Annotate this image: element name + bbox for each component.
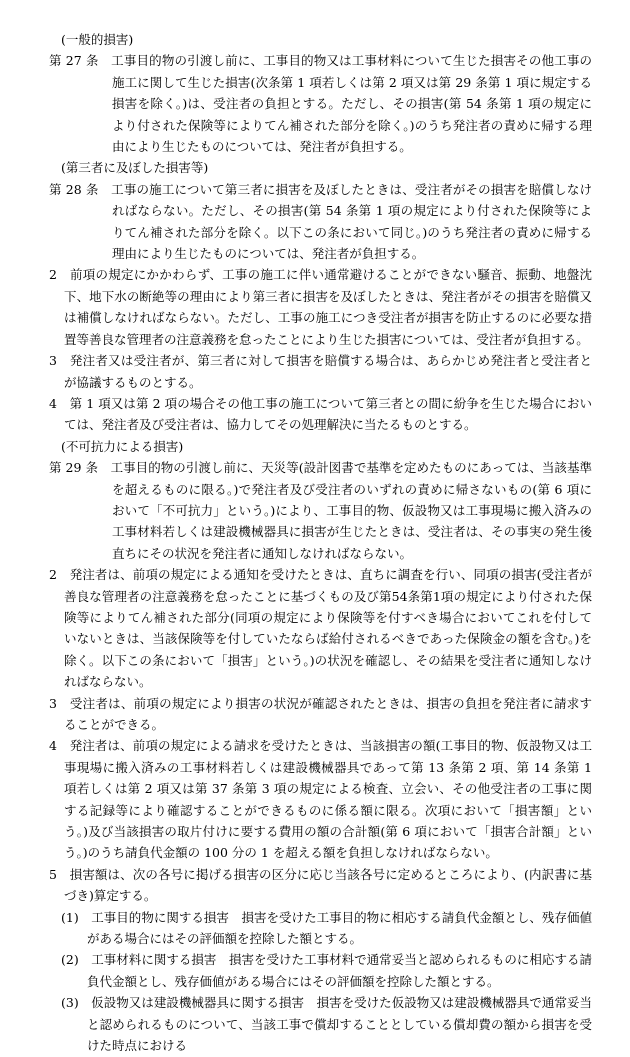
article-29-paragraph-5: 5 損害額は、次の各号に掲げる損害の区分に応じ当該各号に定めるところにより、(内訳書に基づき)算定する。 bbox=[49, 866, 592, 904]
list-item-2: (2) 工事材料に関する損害 損害を受けた工事材料で通常妥当と認められるものに相応する請負代金額とし、残存価値がある場合にはその評価額を控除した額とする。 bbox=[61, 952, 592, 989]
section-heading: (一般的損害) bbox=[61, 32, 134, 47]
section-heading: (第三者に及ぼした損害等) bbox=[61, 160, 209, 176]
list-item-1: (1) 工事目的物に関する損害 損害を受けた工事目的物に相応する請負代金額とし、残存価値がある場合にはその評価額を控除した額とする。 bbox=[61, 909, 592, 947]
article-29: 第 29 条 工事目的物の引渡し前に、天災等(設計図書で基準を定めたものにあっては、当該基準を超えるものに限る。)で発注者及び受注者のいずれの責めに帰さないもの(第 6 項において「不可抗力」という。)により、工事目的物、仮設物又は工事現場に搬入済みの工事材料若しくは建設機械器具に損害が生じたときは、受注者は、その事実の発生後直ちにその状況を発注者に通知しなければならない。 bbox=[49, 460, 592, 561]
article-29-paragraph-3: 3 受注者は、前項の規定により損害の状況が確認されたときは、損害の負担を発注者に請求することができる。 bbox=[49, 695, 592, 732]
article-28-paragraph-4: 4 第 1 項又は第 2 項の場合その他工事の施工について第三者との間に紛争を生じた場合においては、発注者及び受注者は、協力してその処理解決に当たるものとする。 bbox=[49, 395, 592, 433]
article-28-paragraph-2: 2 前項の規定にかかわらず、工事の施工に伴い通常避けることができない騒音、振動、地盤沈下、地下水の断絶等の理由により第三者に損害を及ぼしたときは、発注者がその損害を賠償又は補償しなければならない。ただし、工事の施工につき受注者が損害を防止するのに必要な措置等善良な管理者の注意義務を怠ったことにより生じた損害については、受注者が負担する。 bbox=[49, 267, 592, 347]
section-heading: (不可抗力による損害) bbox=[61, 438, 184, 454]
article-29-paragraph-4: 4 発注者は、前項の規定による請求を受けたときは、当該損害の額(工事目的物、仮設物又は工事現場に搬入済みの工事材料若しくは建設機械器具であって第 13 条第 2 項、第 14 条第 1 項若しくは第 2 項又は第 37 条第 3 項の規定による検査、立会い、その他受注者の工事に関する記録等により確認することができるものに係る額に限る。次項において「損害額」という。)及び当該損害の取片付けに要する費用の額の合計額(第 6 項において「損害合計額」という。)のうち請負代金額の 100 分の 1 を超える額を負担しなければならない。 bbox=[49, 738, 592, 861]
article-28: 第 28 条 工事の施工について第三者に損害を及ぼしたときは、受注者がその損害を賠償しなければならない。ただし、その損害(第 54 条第 1 項の規定により付された保険等によりてん補された部分を除く。以下この条において同じ。)のうち発注者の責めに帰する理由により生じたものについては、発注者が負担する。 bbox=[49, 181, 592, 262]
list-item-3: (3) 仮設物又は建設機械器具に関する損害 損害を受けた仮設物又は建設機械器具で通常妥当と認められるものについて、当該工事で償却することとしている償却費の額から損害を受けた時点における bbox=[61, 995, 592, 1054]
article-28-paragraph-3: 3 発注者又は受注者が、第三者に対して損害を賠償する場合は、あらかじめ発注者と受注者とが協議するものとする。 bbox=[49, 353, 592, 390]
article-27: 第 27 条 工事目的物の引渡し前に、工事目的物又は工事材料について生じた損害その他工事の施工に関して生じた損害(次条第 1 項若しくは第 2 項又は第 29 条第 1 項に規定する損害を除く。)は、受注者の負担とする。ただし、その損害(第 54 条第 1 項の規定により付された保険等によりてん補された部分を除く。)のうち発注者の責めに帰する理由により生じたものについては、発注者が負担する。 bbox=[49, 53, 592, 155]
article-29-paragraph-2: 2 発注者は、前項の規定による通知を受けたときは、直ちに調査を行い、同項の損害(受注者が善良な管理者の注意義務を怠ったことに基づくもの及び第54条第1項の規定により付された保険等によりてん補された部分(同項の規定により保険等を付すべき場合においてこれを付していないときは、当該保険等を付していたならば給付されるべきであった保険金の額を含む。)を除く。以下この条において「損害」という。)の状況を確認し、その結果を受注者に通知しなければならない。 bbox=[49, 567, 592, 690]
